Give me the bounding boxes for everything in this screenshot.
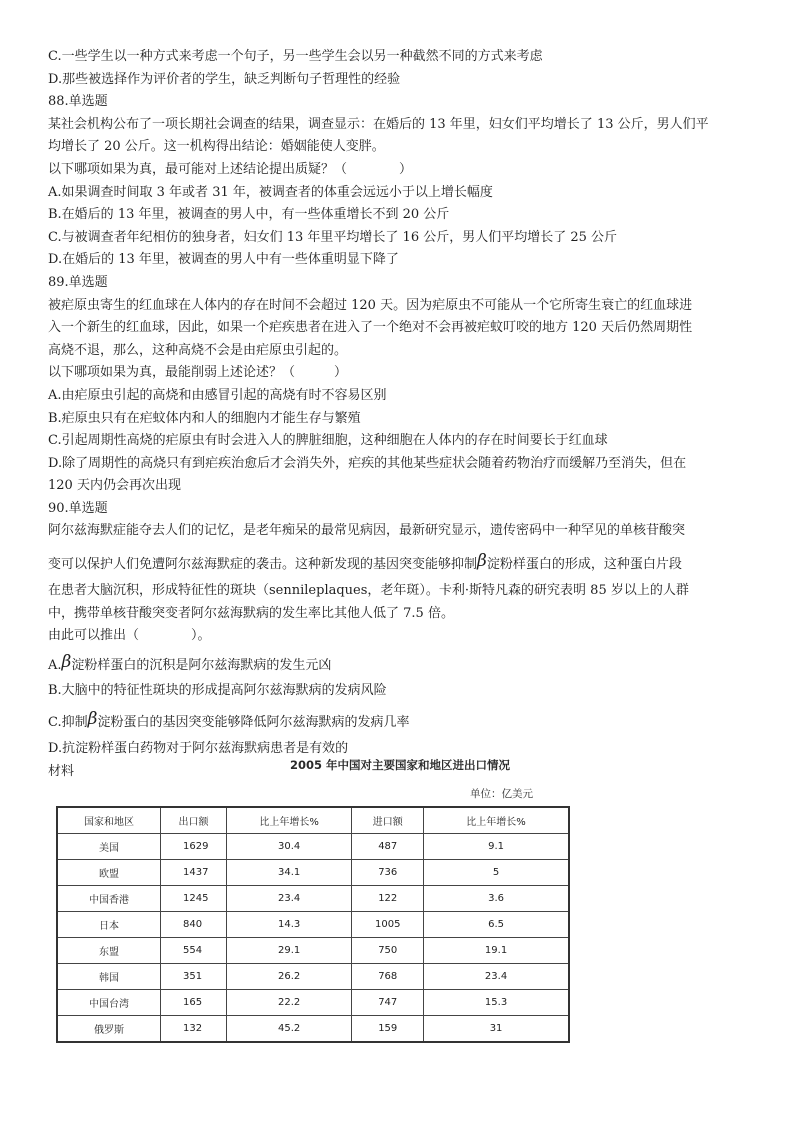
import-cell: 1005 — [352, 912, 424, 938]
material-label: 材料 — [48, 764, 75, 780]
region-cell: 俄罗斯 — [57, 1016, 161, 1043]
q89-stem-line-1: 被疟原虫寄生的红血球在人体内的存在时间不会超过 120 天。因为疟原虫不可能从一个它所寄生衰亡的红血球进 — [48, 297, 693, 313]
import-cell: 122 — [352, 886, 424, 912]
table-unit: 单位：亿美元 — [470, 788, 533, 800]
import-cell: 750 — [352, 938, 424, 964]
table-row — [57, 886, 569, 912]
import-growth-cell: 31 — [424, 1016, 569, 1043]
option-c-prefix: C.抑制 — [48, 715, 88, 731]
q90-option-b: B.大脑中的特征性斑块的形成提高阿尔兹海默病的发病风险 — [48, 682, 387, 698]
trade-table — [56, 806, 570, 1043]
q88-option-b: B.在婚后的 13 年里，被调查的男人中，有一些体重增长不到 20 公斤 — [48, 207, 450, 223]
q88-header: 88.单选题 — [48, 94, 108, 110]
export-growth-cell: 45.2 — [226, 1016, 351, 1043]
export-cell: 1437 — [161, 860, 227, 886]
q88-stem-line-1: 某社会机构公布了一项长期社会调查的结果，调查显示：在婚后的 13 年里，妇女们平均增长了 13 公斤，男人们平 — [48, 116, 709, 132]
q88-stem-line-2: 均增长了 20 公斤。这一机构得出结论：婚姻能使人变胖。 — [48, 139, 385, 155]
option-a-prefix: A. — [48, 657, 62, 673]
import-cell: 487 — [352, 834, 424, 860]
q90-stem-line-2 — [48, 546, 764, 580]
header-import-growth: 比上年增长% — [424, 807, 569, 834]
header-region: 国家和地区 — [57, 807, 161, 834]
q90-option-a — [48, 648, 764, 680]
import-cell: 736 — [352, 860, 424, 886]
document-body — [48, 46, 764, 784]
q88-option-d: D.在婚后的 13 年里，被调查的男人中有一些体重明显下降了 — [48, 252, 399, 268]
export-cell: 132 — [161, 1016, 227, 1043]
import-growth-cell: 6.5 — [424, 912, 569, 938]
header-export: 出口额 — [161, 807, 227, 834]
q90-stem-line-4: 中，携带单核苷酸突变者阿尔兹海默病的发生率比其他人低了 7.5 倍。 — [48, 605, 454, 621]
import-growth-cell: 9.1 — [424, 834, 569, 860]
header-export-growth: 比上年增长% — [226, 807, 351, 834]
q89-stem-line-2: 入一个新生的红血球，因此，如果一个疟疾患者在进入了一个绝对不会再被疟蚊叮咬的地方 120 天后仍然周期性 — [48, 320, 693, 336]
import-growth-cell: 19.1 — [424, 938, 569, 964]
region-cell: 欧盟 — [57, 860, 161, 886]
export-growth-cell: 22.2 — [226, 990, 351, 1016]
region-cell: 中国台湾 — [57, 990, 161, 1016]
import-cell: 768 — [352, 964, 424, 990]
table-row — [57, 964, 569, 990]
table-row — [57, 990, 569, 1016]
region-cell: 日本 — [57, 912, 161, 938]
export-growth-cell: 29.1 — [226, 938, 351, 964]
q89-header: 89.单选题 — [48, 274, 108, 290]
q88-option-c: C.与被调查者年纪相仿的独身者，妇女们 13 年里平均增长了 16 公斤，男人们平均增长了 25 公斤 — [48, 229, 618, 245]
q90-stem-line-1: 阿尔兹海默症能夺去人们的记忆，是老年痴呆的最常见病因，最新研究显示，遗传密码中一种罕见的单核苷酸突 — [48, 523, 686, 539]
import-cell: 159 — [352, 1016, 424, 1043]
table-row — [57, 834, 569, 860]
q89-stem-line-3: 高烧不退，那么，这种高烧不会是由疟原虫引起的。 — [48, 342, 348, 358]
import-growth-cell: 5 — [424, 860, 569, 886]
beta-symbol: β — [61, 651, 72, 672]
q90-question: 由此可以推出（ ）。 — [48, 628, 211, 644]
import-growth-cell: 3.6 — [424, 886, 569, 912]
region-cell: 美国 — [57, 834, 161, 860]
export-growth-cell: 23.4 — [226, 886, 351, 912]
q89-option-b: B.疟原虫只有在疟蚊体内和人的细胞内才能生存与繁殖 — [48, 410, 361, 426]
export-cell: 1245 — [161, 886, 227, 912]
q88-option-a: A.如果调查时间取 3 年或者 31 年，被调查者的体重会远远小于以上增长幅度 — [48, 184, 493, 200]
q90-stem-line-3: 在患者大脑沉积，形成特征性的斑块（sennileplaques，老年斑）。卡利·斯特凡森的研究表明 85 岁以上的人群 — [48, 583, 689, 599]
beta-symbol: β — [87, 709, 98, 730]
beta-symbol: β — [477, 551, 487, 572]
export-cell: 351 — [161, 964, 227, 990]
table-title: 2005 年中国对主要国家和地区进出口情况 — [289, 758, 510, 772]
export-growth-cell: 26.2 — [226, 964, 351, 990]
q90-option-c — [48, 704, 764, 738]
option-c-text: 淀粉蛋白的基因突变能够降低阿尔兹海默病的发病几率 — [97, 715, 410, 731]
table-header-row — [57, 807, 569, 834]
export-growth-cell: 34.1 — [226, 860, 351, 886]
q89-question: 以下哪项如果为真，最能削弱上述论述？（ ） — [48, 365, 348, 381]
export-growth-cell: 30.4 — [226, 834, 351, 860]
export-cell: 1629 — [161, 834, 227, 860]
region-cell: 东盟 — [57, 938, 161, 964]
q90-stem-text-b: 淀粉样蛋白的形成，这种蛋白片段 — [486, 557, 682, 573]
q87-option-d: D.那些被选择作为评价者的学生，缺乏判断句子哲理性的经验 — [48, 71, 401, 87]
export-cell: 840 — [161, 912, 227, 938]
q87-option-c: C.一些学生以一种方式来考虑一个句子，另一些学生会以另一种截然不同的方式来考虑 — [48, 49, 543, 64]
q90-stem-text-a: 变可以保护人们免遭阿尔兹海默症的袭击。这种新发现的基因突变能够抑制 — [48, 557, 478, 573]
q88-question: 以下哪项如果为真，最可能对上述结论提出质疑？（ ） — [48, 161, 413, 177]
header-import: 进口额 — [352, 807, 424, 834]
table-row — [57, 860, 569, 886]
table-row — [57, 912, 569, 938]
import-cell: 747 — [352, 990, 424, 1016]
q89-option-a: A.由疟原虫引起的高烧和由感冒引起的高烧有时不容易区别 — [48, 387, 387, 403]
region-cell: 韩国 — [57, 964, 161, 990]
export-cell: 165 — [161, 990, 227, 1016]
export-growth-cell: 14.3 — [226, 912, 351, 938]
q89-option-d-line-2: 120 天内仍会再次出现 — [48, 478, 181, 494]
region-cell: 中国香港 — [57, 886, 161, 912]
q90-option-d: D.抗淀粉样蛋白药物对于阿尔兹海默病患者是有效的 — [48, 741, 349, 757]
q89-option-d-line-1: D.除了周期性的高烧只有到疟疾治愈后才会消失外，疟疾的其他某些症状会随着药物治疗而缓解乃至消失，但在 — [48, 455, 687, 471]
import-growth-cell: 15.3 — [424, 990, 569, 1016]
table-row — [57, 1016, 569, 1043]
export-cell: 554 — [161, 938, 227, 964]
import-growth-cell: 23.4 — [424, 964, 569, 990]
table-row — [57, 938, 569, 964]
q90-header: 90.单选题 — [48, 500, 108, 516]
option-a-text: 淀粉样蛋白的沉积是阿尔兹海默病的发生元凶 — [71, 657, 332, 673]
q89-option-c: C.引起周期性高烧的疟原虫有时会进入人的脾脏细胞，这种细胞在人体内的存在时间要长于红血球 — [48, 433, 608, 449]
